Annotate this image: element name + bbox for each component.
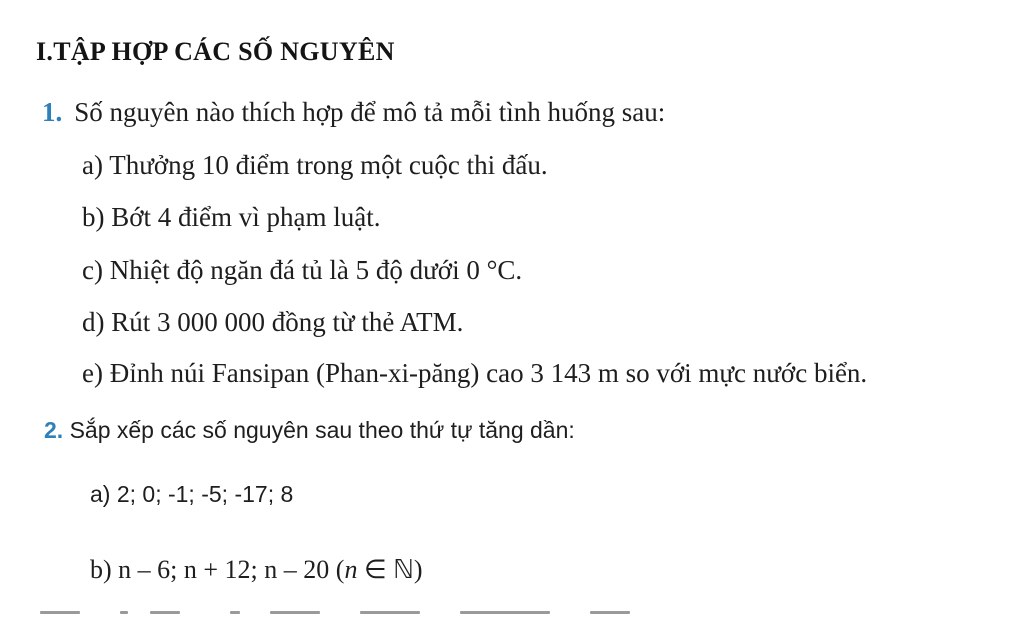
cutoff-text-fragments [30, 605, 994, 617]
list-b-prefix: b) n – 6; n + 12; n – 20 ( [90, 555, 345, 584]
list-b-variable: n [344, 555, 358, 584]
question-2-list-b [90, 555, 423, 585]
question-1-item-b: b) Bớt 4 điểm vì phạm luật. [82, 202, 381, 232]
list-b-suffix: ∈ ℕ) [357, 555, 423, 584]
question-2-text: Sắp xếp các số nguyên sau theo thứ tự tăng dần: [63, 417, 575, 443]
question-2 [44, 417, 575, 444]
question-1-item-a: a) Thưởng 10 điểm trong một cuộc thi đấu. [82, 150, 548, 180]
question-1-item-c: c) Nhiệt độ ngăn đá tủ là 5 độ dưới 0 °C. [82, 255, 523, 285]
question-1 [42, 97, 665, 128]
question-1-item-e: e) Đỉnh núi Fansipan (Phan-xi-păng) cao 3 143 m so với mực nước biển. [82, 358, 868, 388]
question-1-number: 1. [42, 97, 63, 127]
question-2-list-a: a) 2; 0; -1; -5; -17; 8 [90, 481, 294, 507]
question-1-text: Số nguyên nào thích hợp để mô tả mỗi tình huống sau: [74, 97, 666, 127]
question-1-item-d: d) Rút 3 000 000 đồng từ thẻ ATM. [82, 307, 464, 337]
section-heading: I.TẬP HỢP CÁC SỐ NGUYÊN [36, 37, 395, 66]
question-2-number: 2. [44, 417, 64, 443]
